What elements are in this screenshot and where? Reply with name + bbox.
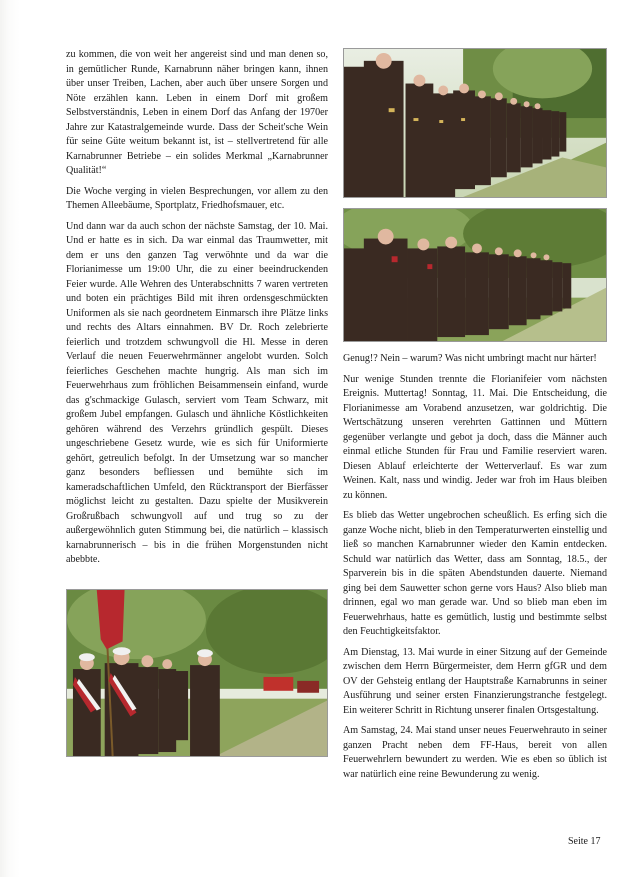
page-number: Seite 17 [568,836,601,847]
paragraph: Am Samstag, 24. Mai stand unser neues Feuerwehrauto in seiner ganzen Pracht neben dem FF-Haus, bereit von allen Feuerwehrlern bewundert zu werden. Wie es eben so üblich ist war natürlich eine reine Bewunderung zu wenig. [343,725,607,780]
photo-firefighters-procession [343,208,607,342]
right-text-column [343,352,607,782]
paragraph: Genug!? Nein – warum? Was nicht umbringt macht nur härter! [343,353,597,364]
paragraph: zu kommen, die von weit her angereist sind und man denen so, in gemütlicher Runde, Karnabrunn näher bringen kann, ihnen über unser Treiben, Lachen, aber auch über unsere Sorgen und Nöte erzählen kann. Leben in einem Dorf mit großem Selbstverständnis, Leben in einem Dorf das Anfang der 1970er Jahre zur Katastralgemeinde wurde. Dass der Scheit'sche Wein für seine Güte weitum bekannt ist, ist – stellvertretend für alle Karnabrunner Betriebe – ein solides Merkmal „Karnabrunner Qualität!“ [66,49,328,176]
left-text-column [66,48,328,568]
paragraph: Nur wenige Stunden trennte die Florianifeier vom nächsten Ereignis. Muttertag! Sonntag, 11. Mai. Die Entscheidung, die Florianimesse am Vorabend anzusetzen, war goldrichtig. Die Wertschätzung unseren verehrten Gattinnen und Müttern gegenüber verlangte und gebot ja doch, dass die Männer auch einmal etliche Stunden für Frau und Familie reserviert waren. Diesen Ablauf erleichterte der Wetterverlauf. Es war zum Weinen. Kalt, nass und windig. Jeder war froh im Haus bleiben zu können. [343,373,607,501]
paragraph: Die Woche verging in vielen Besprechungen, vor allem zu den Themen Alleebäume, Sportplatz, Friedhofsmauer, etc. [66,185,328,211]
paragraph: Am Dienstag, 13. Mai wurde in einer Sitzung auf der Gemeinde zwischen dem Herrn Bürgermeister, dem Herrn gfGR und dem OV der Gehsteig entlang der Hauptstraße Karnabrunns in seiner Ausführung und seiner ersten Finanzierungstranche festgelegt. Ein weiterer Schritt in Richtung unserer finalen Ortsgestaltung. [343,646,607,716]
photo-flag-bearers [66,589,328,757]
paragraph: Es blieb das Wetter ungebrochen scheußlich. Es erfing sich die ganze Woche nicht, blieb in den Temperaturwerten einstellig und ließ so manchen Karnabrunner wieder den Kamin entdecken. Schuld war natürlich das Wetter, dass am Sonntag, 18.5., der Sparverein bis in die späten Abendstunden dauerte. Niemand ging bei dem Sauwetter schon gerne vors Haus? Also blieb man drinnen, egal wo man gerade war. Und so blieb man eben im Feuerwehrhaus, hatte es gemütlich, lustig und bestimmte selbst den Feuchtigkeitsfaktor. [343,510,607,637]
paragraph: Und dann war da auch schon der nächste Samstag, der 10. Mai. Und er hatte es in sich. Da war einmal das Traumwetter, mit dem er uns den ganzen Tag verwöhnte und da war die Florianimesse um 19:00 Uhr, die zu einer beeindruckenden Feier wurde. Alle Wehren des Unterabschnitts 7 waren vertreten und boten ein prächtiges Bild mit ihren ordensgeschmückten Uniformen als sie nach geordnetem Einmarsch ihre Plätze links und rechts des Altars einnahmen. BV Dr. Roch zelebrierte feierlich und trotzdem schwungvoll die Hl. Messe in deren Verlauf die neuen Feuerwehrmänner angelobt wurden. Solch feierliches Geschehen machte hungrig. Als man sich im Feuerwehrhaus zum fröhlichen Beisammensein einfand, wurde das g'schmackige Gulasch, serviert vom Team Schwarz, mit großem Jubel empfangen. Gulasch und ähnliche Köstlichkeiten gehören während des Verzehrs gründlich gespült. Dieses ungeschriebene Gesetz wurde, wie es sich für Uniformierte gehört, getreulich befolgt. In der Umsetzung war so mancher ganz besonders befliessen und bemühte sich im kameradschaftlichen Umfeld, den Rücktransport der Bierfässer möglichst leicht zu gestalten. Dazu spielte der Musikverein Großrußbach schwungvoll auf und trug so zu der außergewöhnlich guten Stimmung bei, die natürlich – klassisch karnabrunnerisch – bis in die frühen Morgenstunden nicht abebbte. [66,220,328,565]
photo-firefighters-marching [343,48,607,198]
